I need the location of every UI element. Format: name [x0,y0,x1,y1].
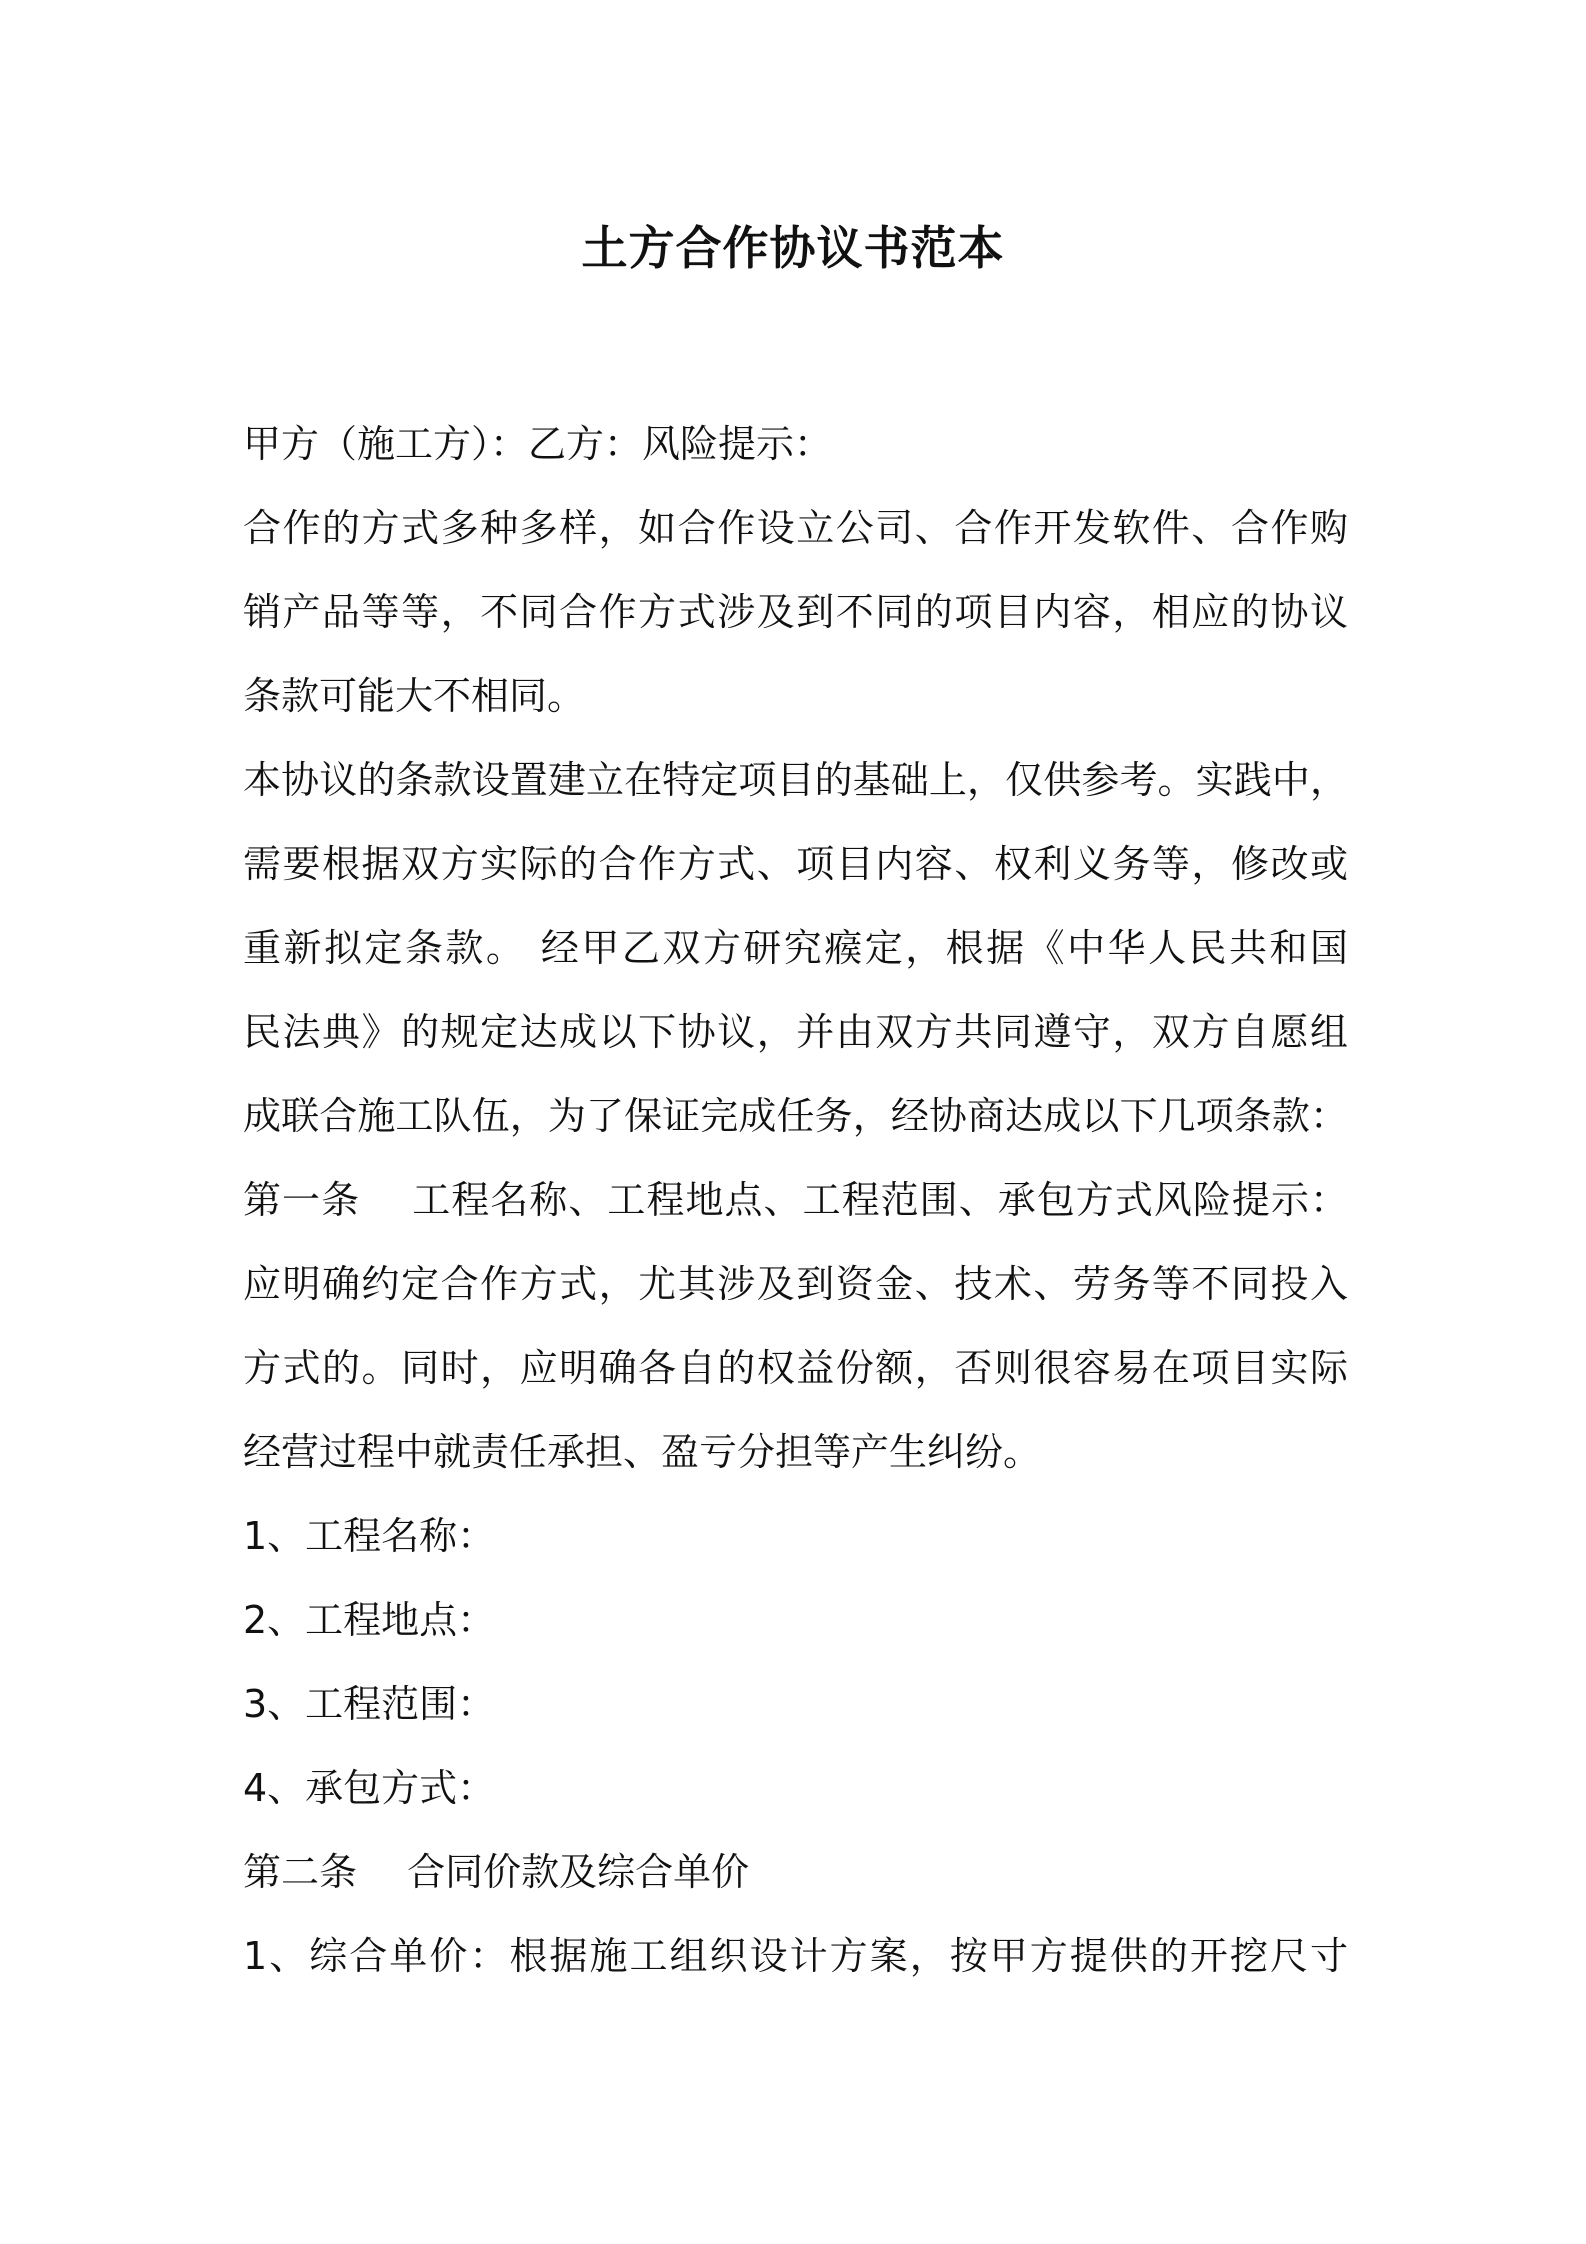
paragraph-line: 民法典》的规定达成以下协议，并由双方共同遵守，双方自愿组 [243,1010,1348,1054]
paragraph-line: 重新拟定条款。 经甲乙双方研究瘊定，根据《中华人民共和国 [243,926,1348,970]
paragraph-line: 经营过程中就责任承担、盈亏分担等产生纠纷。 [243,1430,1042,1474]
paragraph-line: 合作的方式多种多样，如合作设立公司、合作开发软件、合作购 [243,506,1348,550]
party-line: 甲方（施工方）：乙方：风险提示： [243,422,833,466]
paragraph-line: 成联合施工队伍，为了保证完成任务，经协商达成以下几项条款： [243,1094,1348,1138]
list-item: 4、承包方式： [243,1766,496,1810]
document-body [243,402,1348,1998]
list-item: 1、工程名称： [243,1514,496,1558]
article-heading: 第一条 工程名称、工程地点、工程范围、承包方式风险提示： [243,1178,1348,1222]
paragraph-line: 应明确约定合作方式，尤其涉及到资金、技术、劳务等不同投入 [243,1262,1348,1306]
paragraph-line: 销产品等等，不同合作方式涉及到不同的项目内容，相应的协议 [243,590,1348,634]
list-item: 3、工程范围： [243,1682,496,1726]
paragraph-line: 条款可能大不相同。 [243,674,586,718]
article-heading: 第二条 合同价款及综合单价 [243,1850,750,1894]
list-item: 2、工程地点： [243,1598,496,1642]
paragraph-line: 本协议的条款设置建立在特定项目的基础上，仅供参考。实践中， [243,758,1348,802]
paragraph-line: 方式的。同时，应明确各自的权益份额，否则很容易在项目实际 [243,1346,1348,1390]
paragraph-line: 需要根据双方实际的合作方式、项目内容、权利义务等，修改或 [243,842,1348,886]
list-item: 1、综合单价：根据施工组织设计方案，按甲方提供的开挖尺寸 [243,1934,1348,1978]
document-title: 土方合作协议书范本 [581,221,1005,275]
